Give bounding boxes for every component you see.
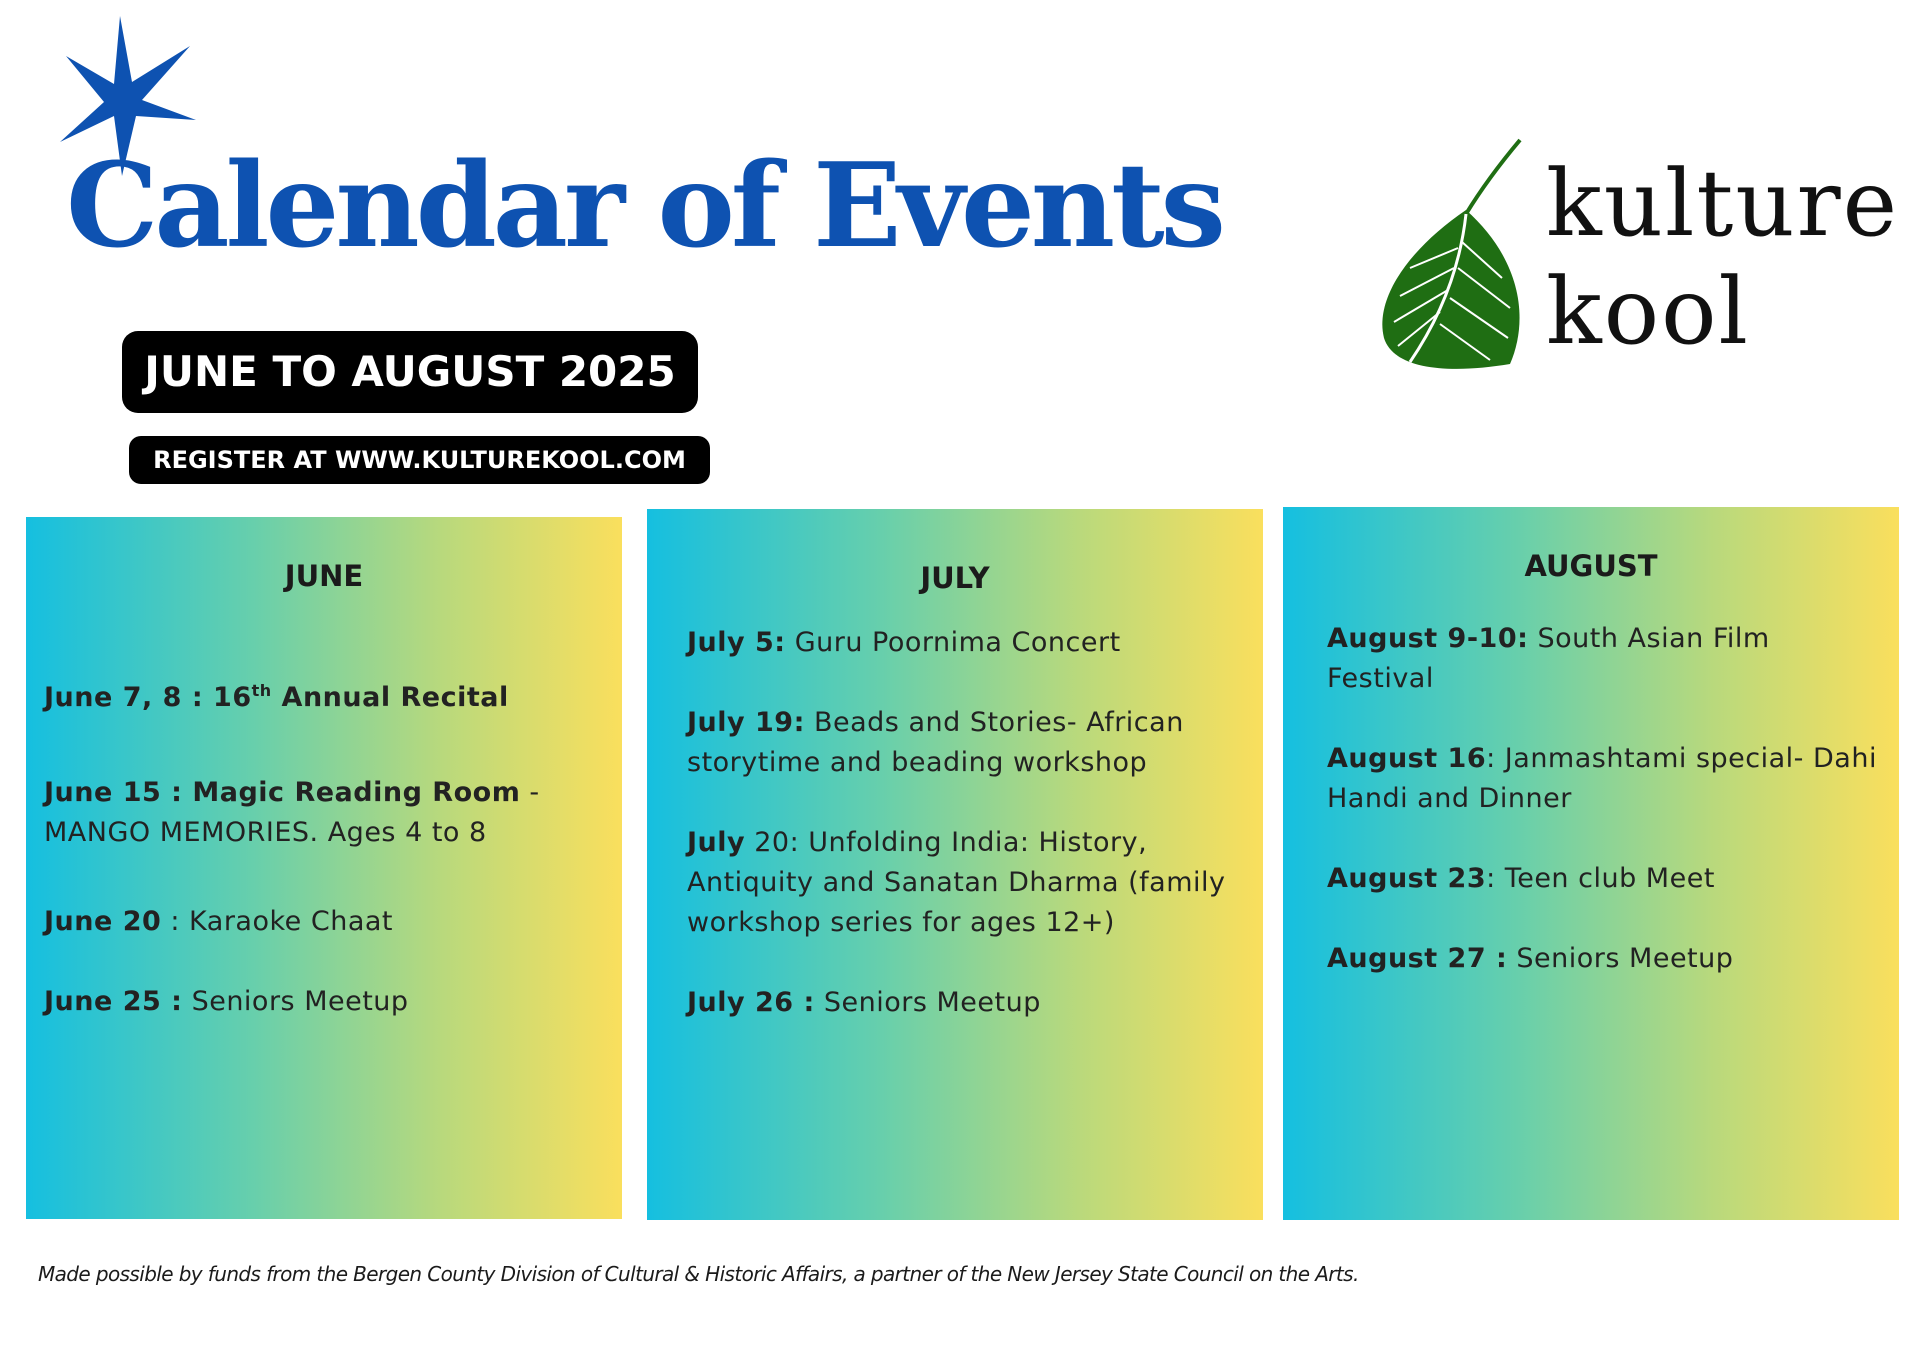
event-title: Annual Recital bbox=[271, 682, 509, 713]
event-date: July 26 : bbox=[687, 987, 815, 1018]
event-item bbox=[1327, 859, 1887, 899]
event-item bbox=[44, 671, 604, 718]
event-item bbox=[687, 623, 1247, 663]
event-title: : Janmashtami special- Dahi Handi and Dinner bbox=[1327, 743, 1877, 814]
event-title: South Asian Film Festival bbox=[1327, 623, 1770, 694]
event-date: August 9-10: bbox=[1327, 623, 1529, 654]
event-item bbox=[687, 823, 1259, 943]
panel-heading: JUNE bbox=[284, 559, 364, 593]
july-panel bbox=[647, 509, 1263, 1220]
event-title: 20: Unfolding India: History, Antiquity and Sanatan Dharma (family workshop series for ages 12+) bbox=[687, 827, 1226, 938]
date-range-badge: JUNE TO AUGUST 2025 bbox=[122, 331, 698, 413]
event-item bbox=[1327, 739, 1887, 819]
kulture-kool-logo bbox=[1370, 138, 1900, 378]
event-date: June 15 : Magic Reading Room bbox=[44, 777, 521, 808]
event-item bbox=[44, 902, 604, 942]
panel-heading: AUGUST bbox=[1524, 549, 1658, 583]
event-date: July 19: bbox=[687, 707, 805, 738]
event-date: June 25 : bbox=[44, 986, 183, 1017]
event-date: July bbox=[687, 827, 746, 858]
panel-heading: JULY bbox=[920, 561, 990, 595]
leaf-icon bbox=[1370, 138, 1530, 378]
event-title: : Teen club Meet bbox=[1486, 863, 1715, 894]
event-title: - MANGO MEMORIES. Ages 4 to 8 bbox=[44, 777, 540, 848]
event-date: June 7, 8 : 16 bbox=[44, 682, 252, 713]
event-item bbox=[687, 983, 1247, 1023]
event-title: : Karaoke Chaat bbox=[161, 906, 393, 937]
event-title: Seniors Meetup bbox=[1507, 943, 1734, 974]
event-date: June 20 bbox=[44, 906, 162, 937]
event-item bbox=[1327, 619, 1827, 699]
event-item bbox=[687, 703, 1247, 783]
logo-word-kulture: kulture bbox=[1546, 150, 1900, 257]
event-date-suffix: th bbox=[251, 681, 272, 700]
funding-credit: Made possible by funds from the Bergen County Division of Cultural & Historic Affairs, a partner of the New Jersey State Council on the Arts. bbox=[38, 1262, 1359, 1286]
event-item bbox=[44, 773, 584, 853]
event-date: July 5: bbox=[687, 627, 786, 658]
august-panel bbox=[1283, 507, 1899, 1220]
event-date: August 23 bbox=[1327, 863, 1487, 894]
event-date: August 27 : bbox=[1327, 943, 1508, 974]
logo-word-kool: kool bbox=[1546, 258, 1750, 365]
register-link[interactable]: REGISTER AT WWW.KULTUREKOOL.COM bbox=[129, 436, 710, 484]
event-title: Seniors Meetup bbox=[182, 986, 409, 1017]
event-item bbox=[44, 982, 604, 1022]
event-title: Guru Poornima Concert bbox=[785, 627, 1121, 658]
event-title: Beads and Stories- African storytime and beading workshop bbox=[687, 707, 1184, 778]
event-date: August 16 bbox=[1327, 743, 1487, 774]
event-item bbox=[1327, 939, 1887, 979]
june-panel bbox=[26, 517, 622, 1219]
page-title: Calendar of Events bbox=[66, 138, 1222, 274]
event-title: Seniors Meetup bbox=[814, 987, 1041, 1018]
